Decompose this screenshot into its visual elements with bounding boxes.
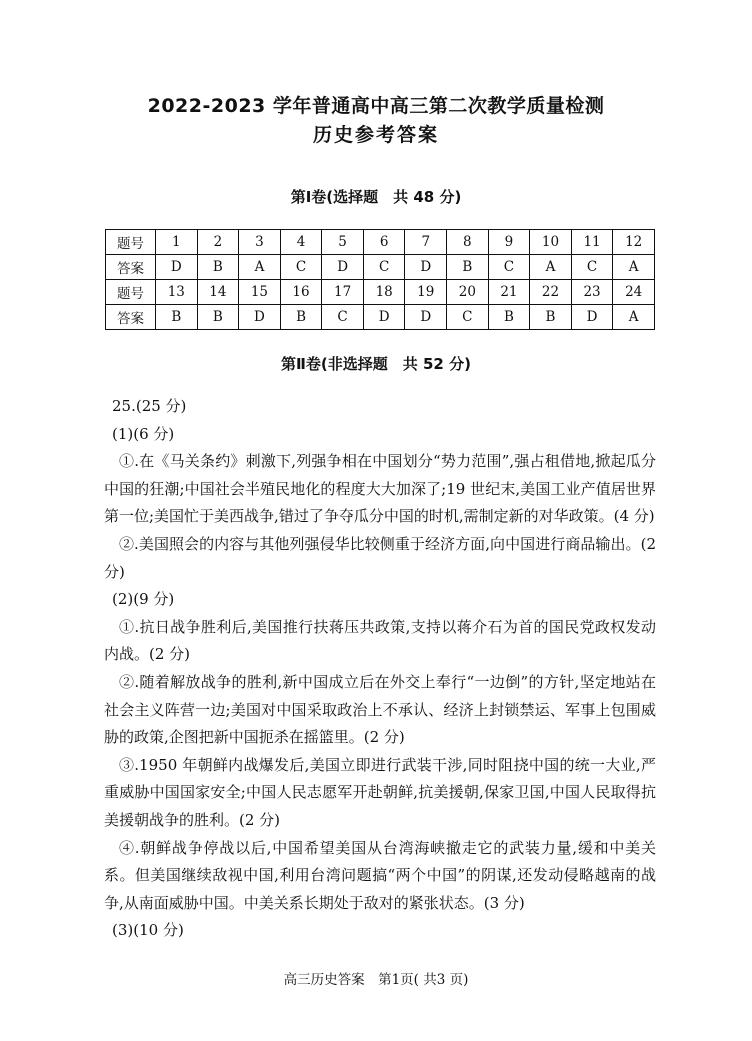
table-cell: 11 [571,230,613,255]
table-cell: 18 [363,280,405,305]
table-row [106,280,655,305]
document-title: 2022-2023 学年普通高中高三第二次教学质量检测 [147,95,605,117]
table-cell: D [405,255,447,280]
answer-paragraph: ①.在《马关条约》刺激下,列强争相在中国划分“势力范围”,强占租借地,掀起瓜分中国的狂潮;中国社会半殖民地化的程度大大加深了;19 世纪末,美国工业产值居世界第一位;美国忙于美西战争,错过了争夺瓜分中国的时机,需制定新的对华政策。(4 分) [104,452,656,526]
table-cell: 14 [197,280,239,305]
table-cell: B [197,255,239,280]
table-cell: 6 [363,230,405,255]
table-cell: A [530,255,572,280]
answer-paragraph: ①.抗日战争胜利后,美国推行扶蒋压共政策,支持以蒋介石为首的国民党政权发动内战。(2 分) [104,617,656,664]
table-cell: B [447,255,489,280]
table-cell: 4 [280,230,322,255]
document-subtitle: 历史参考答案 [312,124,439,146]
answer-paragraph: ④.朝鲜战争停战以后,中国希望美国从台湾海峡撤走它的武装力量,缓和中美关系。但美国继续敌视中国,利用台湾问题搞“两个中国”的阴谋,还发动侵略越南的战争,从南面威胁中国。中美关系长期处于敌对的紧张状态。(3 分) [104,838,656,912]
table-cell: D [363,305,405,330]
subquestion-label: (2)(9 分) [112,590,175,609]
table-cell: C [322,305,364,330]
table-row [106,305,655,330]
table-cell: 7 [405,230,447,255]
table-cell: 3 [239,230,281,255]
table-cell: 5 [322,230,364,255]
subquestion-label: (3)(10 分) [112,921,184,940]
table-cell: 1 [156,230,198,255]
answer-paragraph: ③.1950 年朝鲜内战爆发后,美国立即进行武装干涉,同时阻挠中国的统一大业,严重威胁中国国家安全;中国人民志愿军开赴朝鲜,抗美援朝,保家卫国,中国人民取得抗美援朝战争的胜利。(2 分) [104,755,656,829]
table-cell: 9 [488,230,530,255]
table-cell: 题号 [106,230,156,255]
table-cell: C [488,255,530,280]
table-cell: B [197,305,239,330]
answer-paragraph: ②.美国照会的内容与其他列强侵华比较侧重于经济方面,向中国进行商品输出。(2 分) [104,534,656,581]
table-cell: C [280,255,322,280]
table-cell: D [571,305,613,330]
table-cell: 24 [613,280,655,305]
part1-title: 第Ⅰ卷(选择题 共 48 分) [290,188,462,206]
table-cell: 题号 [106,280,156,305]
table-cell: 8 [447,230,489,255]
table-cell: 答案 [106,255,156,280]
table-cell: D [239,305,281,330]
table-cell: 12 [613,230,655,255]
table-cell: 17 [322,280,364,305]
table-cell: D [405,305,447,330]
table-cell: 15 [239,280,281,305]
table-cell: C [363,255,405,280]
table-cell: B [488,305,530,330]
table-cell: 2 [197,230,239,255]
table-cell: 22 [530,280,572,305]
table-cell: 19 [405,280,447,305]
table-cell: 16 [280,280,322,305]
table-cell: 20 [447,280,489,305]
table-cell: 21 [488,280,530,305]
table-cell: D [156,255,198,280]
table-cell: D [322,255,364,280]
table-cell: A [239,255,281,280]
table-cell: 10 [530,230,572,255]
table-cell: A [613,305,655,330]
table-cell: 答案 [106,305,156,330]
table-row [106,255,655,280]
subquestion-label: (1)(6 分) [112,424,175,443]
table-cell: B [280,305,322,330]
answer-table [105,229,655,330]
table-cell: B [530,305,572,330]
table-cell: A [613,255,655,280]
table-row [106,230,655,255]
table-cell: C [447,305,489,330]
question-number: 25.(25 分) [112,397,187,415]
table-cell: 13 [156,280,198,305]
table-cell: B [156,305,198,330]
table-cell: C [571,255,613,280]
page-footer: 高三历史答案 第1页( 共3 页) [283,972,469,988]
answer-paragraph: ②.随着解放战争的胜利,新中国成立后在外交上奉行“一边倒”的方针,坚定地站在社会主义阵营一边;美国对中国采取政治上不承认、经济上封锁禁运、军事上包围威胁的政策,企图把新中国扼杀在摇篮里。(2 分) [104,672,656,747]
table-cell: 23 [571,280,613,305]
answer-body [104,393,656,945]
part2-title: 第Ⅱ卷(非选择题 共 52 分) [281,355,471,373]
